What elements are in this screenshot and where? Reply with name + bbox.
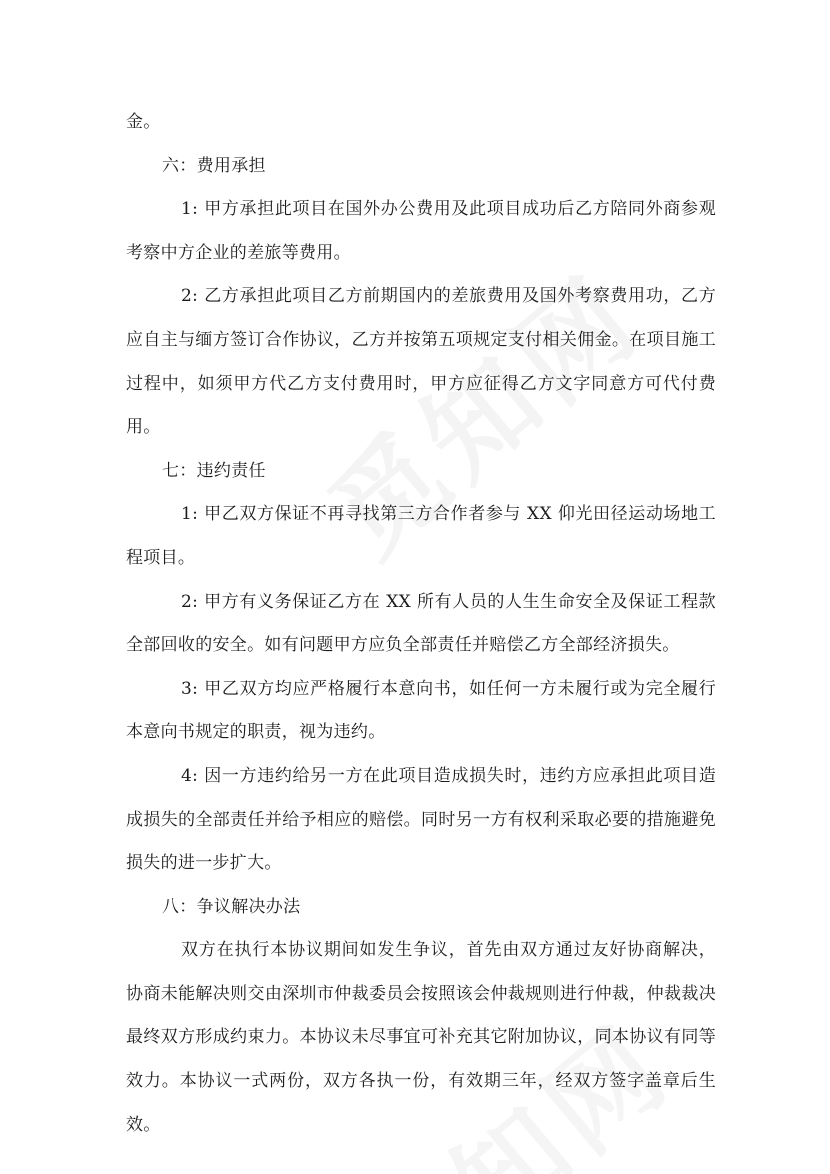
section-heading-dispute: 八：争议解决办法: [162, 896, 301, 917]
paragraph-breach-2: 2: 甲方有义务保证乙方在 XX 所有人员的人生生命安全及保证工程款全部回收的安全。如有问题甲方应负全部责任并赔偿乙方全部经济损失。: [126, 591, 716, 656]
section-heading-breach: 七：违约责任: [162, 460, 266, 481]
paragraph-continuation: 金。: [126, 112, 161, 132]
document-body: [126, 101, 716, 1147]
paragraph-cost-1: 1: 甲方承担此项目在国外办公费用及此项目成功后乙方陪同外商参观考察中方企业的差旅等费用。: [126, 199, 716, 263]
paragraph-breach-1: 1: 甲乙双方保证不再寻找第三方合作者参与 XX 仰光田径运动场地工程项目。: [126, 504, 716, 568]
paragraph-dispute: 双方在执行本协议期间如发生争议，首先由双方通过友好协商解决，协商未能解决则交由深圳市仲裁委员会按照该会仲裁规则进行仲裁，仲裁裁决最终双方形成约束力。本协议未尽事宜可补充其它附加协议，同本协议有同等效力。本协议一式两份，双方各执一份，有效期三年，经双方签字盖章后生效。: [126, 940, 716, 1135]
paragraph-cost-2: 2: 乙方承担此项目乙方前期国内的差旅费用及国外考察费用功，乙方应自主与缅方签订合作协议，乙方并按第五项规定支付相关佣金。在项目施工过程中，如须甲方代乙方支付费用时，甲方应征得乙方文字同意方可代付费用。: [126, 286, 716, 438]
paragraph-breach-3: 3: 甲乙双方均应严格履行本意向书，如任何一方未履行或为完全履行本意向书规定的职责，视为违约。: [126, 678, 716, 743]
section-heading-cost: 六：费用承担: [162, 155, 266, 176]
paragraph-breach-4: 4: 因一方违约给另一方在此项目造成损失时，违约方应承担此项目造成损失的全部责任并给予相应的赔偿。同时另一方有权利采取必要的措施避免损失的进一步扩大。: [126, 765, 716, 874]
